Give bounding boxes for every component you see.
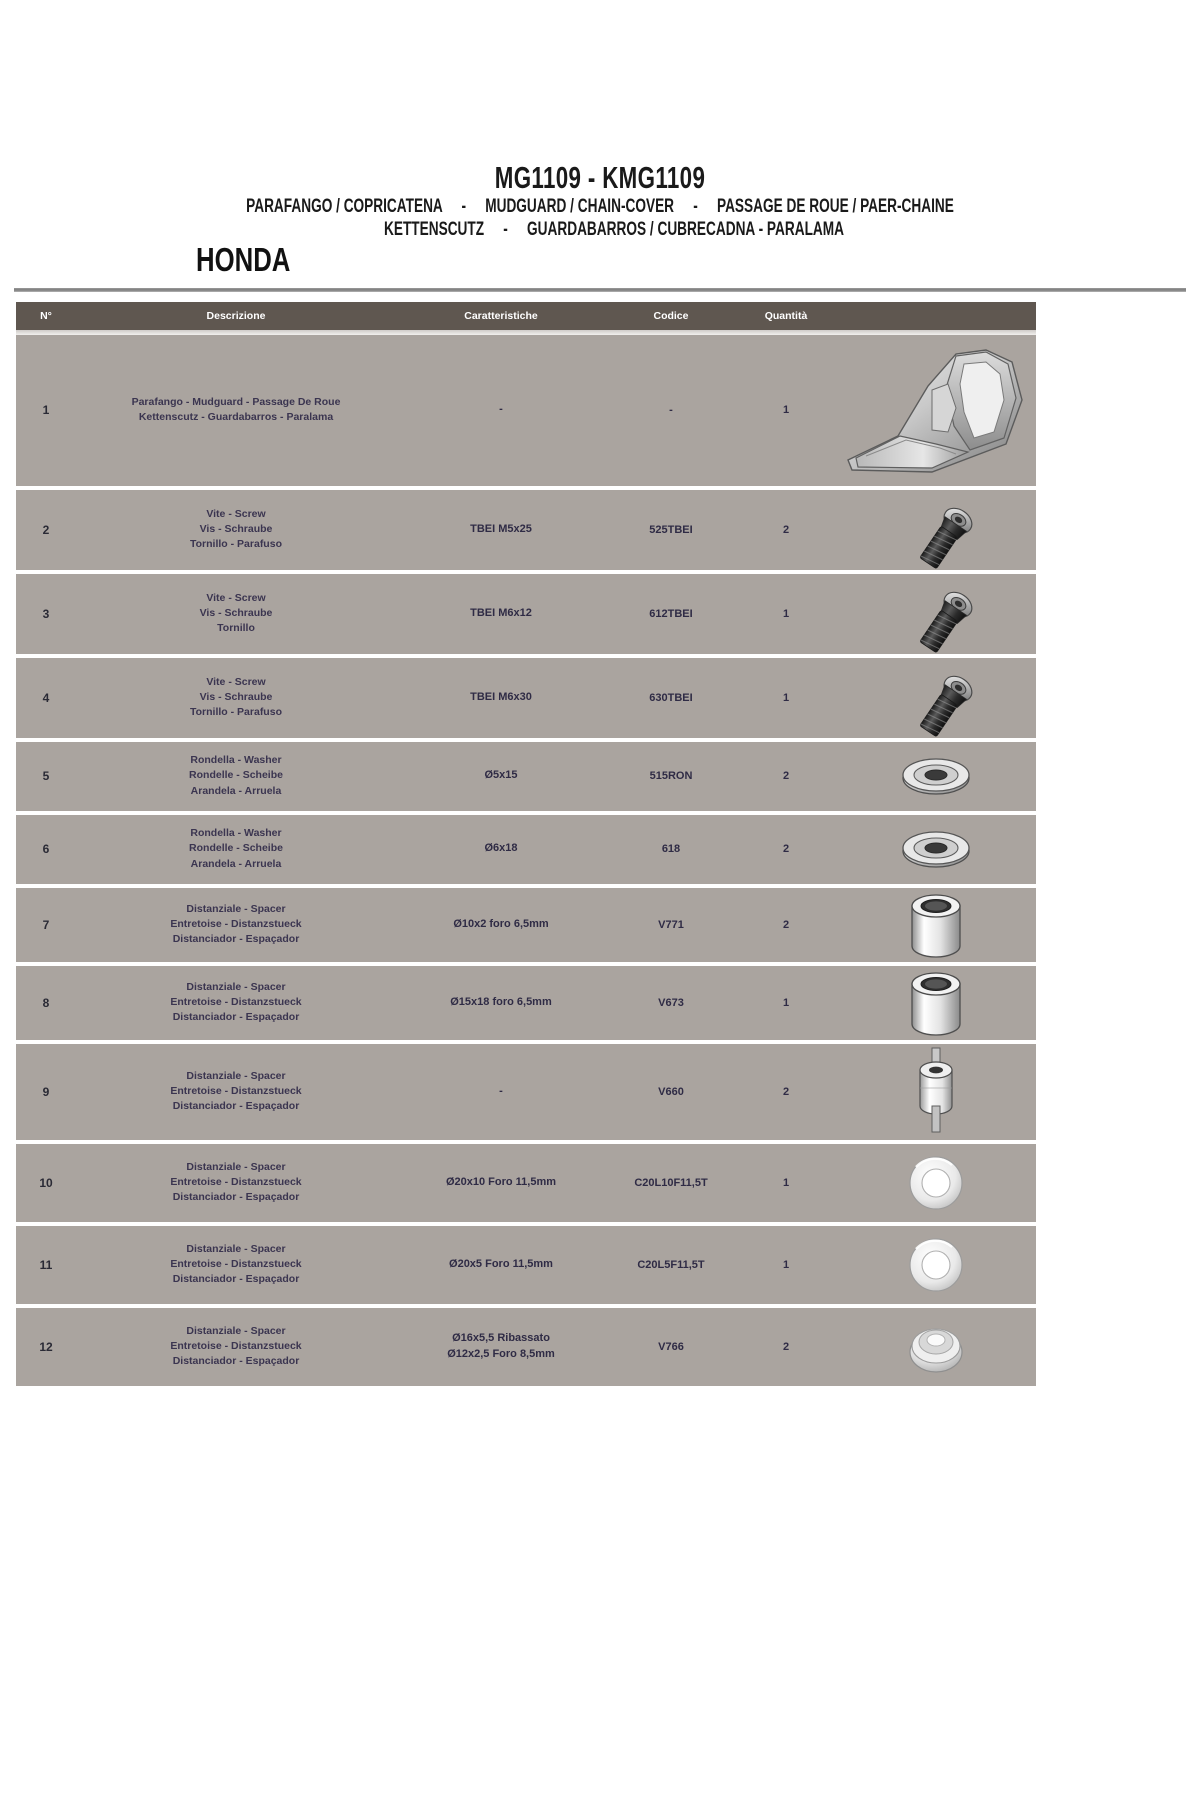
page-title: MG1109 - KMG1109	[494, 160, 706, 195]
row-description-line: Distanciador - Espaçador	[172, 1011, 300, 1024]
row-characteristics-line: -	[499, 1084, 503, 1097]
parts-table	[16, 302, 1036, 1390]
column-header-quantity: Quantità	[764, 309, 808, 322]
row-description-line: Entretoise - Distanzstueck	[170, 1339, 302, 1352]
row-code: 525TBEI	[649, 523, 693, 536]
row-quantity: 1	[782, 996, 790, 1009]
row-quantity: 2	[782, 843, 790, 856]
row-description-line: Entretoise - Distanzstueck	[170, 1257, 302, 1270]
header-divider	[14, 288, 1186, 292]
table-row	[16, 658, 1036, 742]
row-description-line: Tornillo - Parafuso	[190, 538, 282, 551]
row-description-line: Distanciador - Espaçador	[172, 933, 300, 946]
row-quantity: 1	[782, 1258, 790, 1271]
row-characteristics	[396, 606, 606, 621]
subtitle-separator: -	[461, 194, 467, 217]
row-description-line: Rondelle - Scheibe	[189, 769, 283, 782]
subtitle-separator: -	[503, 217, 508, 240]
subtitle-1-part-2: MUDGUARD / CHAIN-COVER	[485, 194, 675, 217]
row-code: V660	[658, 1085, 684, 1098]
row-characteristics-line: Ø5x15	[484, 769, 518, 782]
row-quantity: 2	[782, 770, 790, 783]
row-quantity: 2	[782, 1340, 790, 1353]
row-description-line: Distanziale - Spacer	[186, 1069, 286, 1082]
row-code: 612TBEI	[649, 607, 693, 620]
row-description	[76, 395, 396, 425]
row-number: 12	[39, 1339, 53, 1354]
row-code: V673	[658, 996, 684, 1009]
column-header-description: Descrizione	[206, 309, 266, 322]
row-code: C20L10F11,5T	[634, 1176, 708, 1189]
row-characteristics-line: -	[499, 403, 503, 416]
subtitle-separator: -	[693, 194, 698, 217]
table-row	[16, 1144, 1036, 1226]
row-description-line: Distanziale - Spacer	[186, 1242, 286, 1255]
screw-part-icon	[836, 658, 1036, 738]
table-row	[16, 888, 1036, 966]
row-characteristics	[396, 690, 606, 705]
row-description-line: Distanciador - Espaçador	[172, 1273, 300, 1286]
row-number: 6	[42, 842, 50, 857]
row-description	[76, 591, 396, 637]
row-description	[76, 826, 396, 872]
ring-part-icon	[836, 1153, 1036, 1213]
row-quantity: 2	[782, 918, 790, 931]
row-description-line: Distanziale - Spacer	[186, 902, 286, 915]
row-description	[76, 902, 396, 948]
row-description	[76, 1324, 396, 1370]
table-row	[16, 966, 1036, 1044]
table-row	[16, 490, 1036, 574]
row-code: 515RON	[649, 770, 693, 783]
row-description	[76, 675, 396, 721]
row-characteristics-line: TBEI M6x12	[470, 606, 532, 619]
row-description	[76, 1069, 396, 1115]
row-characteristics	[396, 995, 606, 1010]
spool-part-icon	[836, 1044, 1036, 1140]
row-number: 11	[39, 1257, 53, 1272]
row-quantity: 2	[782, 1085, 790, 1098]
row-description	[76, 1160, 396, 1206]
row-characteristics	[396, 1084, 606, 1099]
row-description-line: Entretoise - Distanzstueck	[170, 1175, 302, 1188]
row-description-line: Vis - Schraube	[199, 690, 273, 703]
washer-part-icon	[836, 824, 1036, 874]
brand-name: HONDA	[196, 240, 291, 278]
row-characteristics	[396, 1257, 606, 1272]
row-characteristics-line: TBEI M6x30	[470, 690, 532, 703]
row-code: -	[669, 404, 673, 417]
row-description-line: Distanziale - Spacer	[186, 1324, 286, 1337]
washer-part-icon	[836, 751, 1036, 801]
row-description-line: Vite - Screw	[206, 507, 266, 520]
row-description-line: Entretoise - Distanzstueck	[170, 995, 302, 1008]
row-description	[76, 1242, 396, 1288]
row-code: 630TBEI	[649, 691, 693, 704]
screw-part-icon	[836, 574, 1036, 654]
row-characteristics-line: Ø12x2,5 Foro 8,5mm	[447, 1347, 555, 1360]
row-code: V766	[658, 1340, 684, 1353]
table-row	[16, 1044, 1036, 1144]
row-number: 4	[42, 690, 50, 705]
row-characteristics-line: Ø20x10 Foro 11,5mm	[445, 1175, 557, 1188]
table-row	[16, 1226, 1036, 1308]
row-quantity: 1	[782, 607, 790, 620]
row-description-line: Rondella - Washer	[190, 754, 282, 767]
row-description-line: Vite - Screw	[206, 675, 266, 688]
table-row	[16, 574, 1036, 658]
row-characteristics-line: Ø16x5,5 Ribassato	[452, 1332, 550, 1345]
row-characteristics	[396, 402, 606, 417]
subtitle-2-part-1: KETTENSCUTZ	[383, 217, 485, 240]
table-header-row	[16, 302, 1036, 330]
stepped-ring-part-icon	[836, 1316, 1036, 1378]
row-description-line: Kettenscutz - Guardabarros - Paralama	[138, 411, 334, 424]
row-characteristics-line: Ø10x2 foro 6,5mm	[453, 917, 549, 930]
row-characteristics	[396, 917, 606, 932]
row-characteristics-line: Ø15x18 foro 6,5mm	[450, 995, 552, 1008]
row-number: 10	[39, 1175, 53, 1190]
row-code: 618	[661, 843, 681, 856]
row-quantity: 1	[782, 691, 790, 704]
row-number: 1	[42, 403, 50, 418]
table-row	[16, 1308, 1036, 1390]
row-number: 3	[42, 606, 50, 621]
row-characteristics-line: TBEI M5x25	[470, 522, 532, 535]
row-description-line: Distanciador - Espaçador	[172, 1191, 300, 1204]
row-description-line: Rondelle - Scheibe	[189, 842, 283, 855]
row-quantity: 2	[782, 523, 790, 536]
row-description	[76, 753, 396, 799]
row-description-line: Distanziale - Spacer	[186, 980, 286, 993]
row-description	[76, 980, 396, 1026]
row-description-line: Tornillo - Parafuso	[190, 706, 282, 719]
row-characteristics-line: Ø6x18	[484, 842, 518, 855]
table-body	[16, 335, 1036, 1390]
row-code: C20L5F11,5T	[637, 1258, 705, 1271]
table-row	[16, 742, 1036, 815]
ring-part-icon	[836, 1235, 1036, 1295]
row-description-line: Rondella - Washer	[190, 827, 282, 840]
row-description-line: Arandela - Arruela	[190, 784, 282, 797]
row-number: 5	[42, 769, 50, 784]
row-number: 8	[42, 995, 50, 1010]
spacer-tube-part-icon	[836, 888, 1036, 962]
mudguard-part-icon	[836, 340, 1036, 480]
row-quantity: 1	[782, 404, 790, 417]
row-characteristics	[396, 522, 606, 537]
row-description-line: Vite - Screw	[206, 591, 266, 604]
subtitle-1-part-1: PARAFANGO / COPRICATENA	[246, 194, 443, 217]
subtitle-2-part-2: GUARDABARROS / CUBRECADNA - PARALAMA	[527, 217, 845, 240]
row-characteristics	[396, 1331, 606, 1362]
row-characteristics	[396, 768, 606, 783]
table-row	[16, 815, 1036, 888]
row-characteristics	[396, 1175, 606, 1190]
row-description-line: Vis - Schraube	[199, 606, 273, 619]
row-characteristics	[396, 841, 606, 856]
row-description-line: Entretoise - Distanzstueck	[170, 917, 302, 930]
row-number: 9	[42, 1084, 50, 1099]
row-number: 2	[42, 522, 50, 537]
row-description-line: Tornillo	[217, 622, 255, 635]
row-description	[76, 507, 396, 553]
subtitle-1-part-3: PASSAGE DE ROUE / PAER-CHAINE	[716, 194, 954, 217]
column-header-code: Codice	[653, 309, 689, 322]
row-description-line: Vis - Schraube	[199, 522, 273, 535]
row-description-line: Parafango - Mudguard - Passage De Roue	[131, 395, 341, 408]
row-code: V771	[658, 918, 684, 931]
row-description-line: Arandela - Arruela	[190, 857, 282, 870]
document-header	[0, 0, 1200, 276]
column-header-num: N°	[40, 309, 52, 322]
subtitle-line-1	[180, 195, 1020, 218]
subtitle-line-2	[180, 218, 1020, 241]
column-header-characteristics: Caratteristiche	[464, 309, 538, 322]
row-description-line: Distanciador - Espaçador	[172, 1355, 300, 1368]
row-quantity: 1	[782, 1176, 790, 1189]
row-description-line: Distanciador - Espaçador	[172, 1100, 300, 1113]
spacer-tube-part-icon	[836, 966, 1036, 1040]
row-number: 7	[42, 917, 50, 932]
row-description-line: Distanziale - Spacer	[186, 1160, 286, 1173]
row-characteristics-line: Ø20x5 Foro 11,5mm	[449, 1257, 553, 1270]
table-row	[16, 335, 1036, 490]
screw-part-icon	[836, 490, 1036, 570]
row-description-line: Entretoise - Distanzstueck	[170, 1084, 302, 1097]
